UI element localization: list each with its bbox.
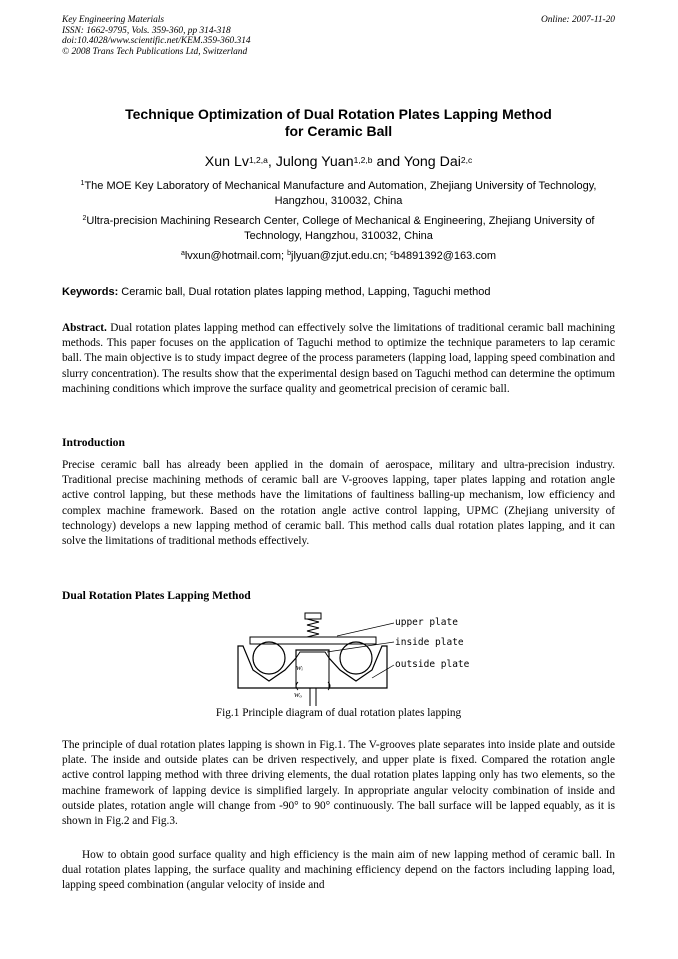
label-w-outside: wₒ bbox=[294, 689, 303, 699]
introduction-paragraph: Precise ceramic ball has already been applied in the domain of aerospace, military and ultra-precision industry. Traditional precise machining methods of ceramic ball are V-grooves lapping, taper plates lapping and rotation angle active control lapping, but these methods have the limitations of faultiness balling-up mechanism, low efficiency and complex machine framework. Based on the rotation angle active control lapping, UPMC (Zhejiang university of technology) develops a new lapping method of ceramic ball. This method calls dual rotation plates lapping, and it can solve the limitations of traditional methods effectively. bbox=[62, 459, 615, 548]
paper-title bbox=[62, 106, 615, 140]
author-superscript: 1,2,a bbox=[248, 155, 268, 165]
author-superscript: 2,c bbox=[460, 155, 473, 165]
principle-paragraph: The principle of dual rotation plates lapping is shown in Fig.1. The V-grooves plate separates into inside plate and outside plate. The inside and outside plates can be driven respectively, and upper plate is fixed. Compared the rotation angle active control lapping method with three driving elements, the dual rotation plates lapping only has two elements, so the machine framework of lapping device is simplified largely. In appropriate angular velocity combination of inside and outside plates, rotation angle will change from -90° to 90° continuously. The ball surface will be lapped equably, as it is shown in Fig.2 and Fig.3. bbox=[62, 739, 615, 828]
email-marker: b bbox=[287, 250, 292, 257]
load-block bbox=[305, 613, 321, 619]
author-name: Yong Dai bbox=[403, 154, 461, 170]
affiliation-1 bbox=[70, 179, 607, 208]
leader-upper bbox=[337, 623, 394, 636]
abstract-label: Abstract. bbox=[62, 322, 107, 334]
keywords bbox=[62, 285, 615, 299]
abstract bbox=[62, 321, 615, 397]
affiliation-marker: 1 bbox=[80, 180, 85, 187]
email-marker: a bbox=[180, 250, 185, 257]
email-address[interactable]: jlyuan@zjut.edu.cn; bbox=[291, 250, 391, 262]
label-w-inside: wᵢ bbox=[296, 662, 304, 672]
journal-header bbox=[62, 15, 251, 57]
affiliation-text: The MOE Key Laboratory of Mechanical Manufacture and Automation, Zhejiang University of Technology, Hangzhou, 310032, China bbox=[84, 180, 597, 207]
online-date: Online: 2007-11-20 bbox=[540, 15, 615, 25]
author-name: Xun Lv bbox=[204, 154, 249, 170]
email-address[interactable]: b4891392@163.com bbox=[393, 250, 497, 262]
author-superscript: 1,2,b bbox=[353, 155, 373, 165]
ceramic-ball-left bbox=[253, 642, 285, 674]
journal-name: Key Engineering Materials bbox=[62, 15, 165, 25]
upper-plate bbox=[250, 637, 376, 644]
leader-outside bbox=[372, 665, 394, 678]
issn-line: ISSN: 1662-9795, Vols. 359-360, pp 314-318 bbox=[62, 25, 231, 36]
author-emails bbox=[62, 249, 615, 263]
abstract-text: Dual rotation plates lapping method can effectively solve the limitations of traditional ceramic ball machining methods. This paper focuses on the application of Taguchi method to optimize the technique parameters to lap ceramic ball. The main objective is to study impact degree of the process parameters (lapping load, lapping speed combination and slurry concentration). The results show that the experimental design based on Taguchi method can determine the optimum machining conditions which improve the surface quality and geometrical precision of ceramic ball. bbox=[62, 322, 615, 395]
section-heading-dual-rotation: Dual Rotation Plates Lapping Method bbox=[62, 589, 251, 602]
affiliation-marker: 2 bbox=[82, 215, 87, 222]
spring-icon bbox=[307, 619, 319, 637]
figure-1-caption: Fig.1 Principle diagram of dual rotation plates lapping bbox=[215, 707, 462, 719]
author-name: Julong Yuan bbox=[275, 154, 354, 170]
email-address[interactable]: lvxun@hotmail.com; bbox=[184, 250, 288, 262]
affiliation-2 bbox=[70, 214, 607, 243]
ceramic-ball-right bbox=[340, 642, 372, 674]
doi-line: doi:10.4028/www.scientific.net/KEM.359-360.314 bbox=[62, 36, 251, 47]
author-separator: , bbox=[267, 154, 276, 170]
label-upper-plate: upper plate bbox=[395, 617, 458, 628]
affiliation-text: Ultra-precision Machining Research Center, College of Mechanical & Engineering, Zhejiang University of Technology, Hangzhou, 310032, China bbox=[86, 215, 595, 242]
copyright-line: © 2008 Trans Tech Publications Ltd, Switzerland bbox=[62, 46, 248, 57]
title-line-1: Technique Optimization of Dual Rotation Plates Lapping Method bbox=[125, 106, 552, 122]
quality-paragraph: How to obtain good surface quality and high efficiency is the main aim of new lapping method of ceramic ball. In dual rotation plates lapping, the surface quality and machining efficiency depend on the factors including lapping load, lapping speed combination (angular velocity of inside and bbox=[62, 849, 615, 892]
label-inside-plate: inside plate bbox=[395, 637, 464, 648]
keywords-text: Ceramic ball, Dual rotation plates lapping method, Lapping, Taguchi method bbox=[118, 286, 491, 298]
section-heading-introduction: Introduction bbox=[62, 436, 125, 449]
author-list bbox=[62, 153, 615, 171]
author-separator: and bbox=[372, 154, 404, 170]
figure-1-diagram bbox=[232, 608, 472, 706]
label-outside-plate: outside plate bbox=[395, 659, 470, 670]
email-marker: c bbox=[390, 250, 394, 257]
title-line-2: for Ceramic Ball bbox=[284, 123, 393, 139]
keywords-label: Keywords: bbox=[62, 286, 119, 298]
